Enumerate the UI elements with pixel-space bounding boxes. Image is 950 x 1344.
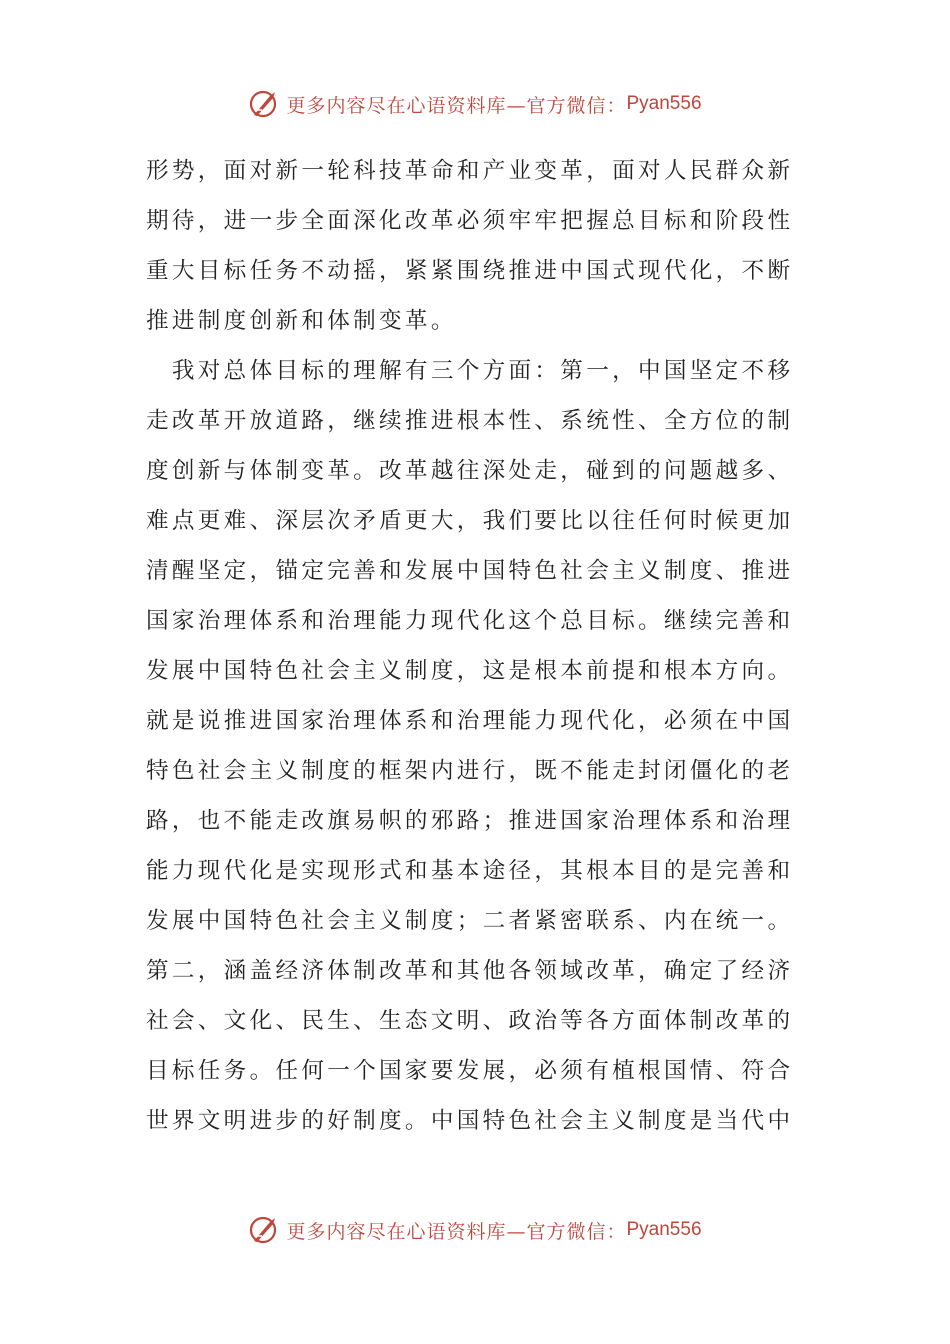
document-body xyxy=(146,146,806,1146)
text-line: 社会、文化、民生、生态文明、政治等各方面体制改革的 xyxy=(146,1008,794,1034)
text-line: 走改革开放道路，继续推进根本性、系统性、全方位的制 xyxy=(146,408,794,434)
text-line: 难点更难、深层次矛盾更大，我们要比以往任何时候更加 xyxy=(146,508,794,534)
text-line: 目标任务。任何一个国家要发展，必须有植根国情、符合 xyxy=(146,1058,794,1084)
text-line: 发展中国特色社会主义制度；二者紧密联系、内在统一。 xyxy=(146,908,794,934)
text-line: 路，也不能走改旗易帜的邪路；推进国家治理体系和治理 xyxy=(146,808,794,834)
wechat-id: Pyan556 xyxy=(626,93,702,114)
text-line: 国家治理体系和治理能力现代化这个总目标。继续完善和 xyxy=(146,608,794,634)
footer-banner xyxy=(0,1210,950,1250)
text-line: 世界文明进步的好制度。中国特色社会主义制度是当代中 xyxy=(146,1108,794,1134)
text-line: 期待，进一步全面深化改革必须牢牢把握总目标和阶段性 xyxy=(146,208,794,234)
text-line: 推进制度创新和体制变革。 xyxy=(146,308,457,334)
text-line: 特色社会主义制度的框架内进行，既不能走封闭僵化的老 xyxy=(146,758,794,784)
text-line: 我对总体目标的理解有三个方面：第一，中国坚定不移 xyxy=(146,358,794,384)
quill-pen-logo-icon xyxy=(248,88,280,120)
banner-text: 更多内容尽在心语资料库—官方微信： xyxy=(286,1220,627,1243)
text-line: 能力现代化是实现形式和基本途径，其根本目的是完善和 xyxy=(146,858,794,884)
text-line: 重大目标任务不动摇，紧紧围绕推进中国式现代化，不断 xyxy=(146,258,794,284)
text-line: 就是说推进国家治理体系和治理能力现代化，必须在中国 xyxy=(146,708,794,734)
text-line: 度创新与体制变革。改革越往深处走，碰到的问题越多、 xyxy=(146,458,794,484)
text-line: 形势，面对新一轮科技革命和产业变革，面对人民群众新 xyxy=(146,158,794,184)
text-line: 第二，涵盖经济体制改革和其他各领域改革，确定了经济 xyxy=(146,958,794,984)
wechat-id: Pyan556 xyxy=(626,1219,702,1240)
text-line: 清醒坚定，锚定完善和发展中国特色社会主义制度、推进 xyxy=(146,558,794,584)
text-line: 发展中国特色社会主义制度，这是根本前提和根本方向。 xyxy=(146,658,794,684)
banner-text: 更多内容尽在心语资料库—官方微信： xyxy=(286,94,627,117)
header-banner xyxy=(0,84,950,124)
quill-pen-logo-icon xyxy=(248,1214,280,1246)
